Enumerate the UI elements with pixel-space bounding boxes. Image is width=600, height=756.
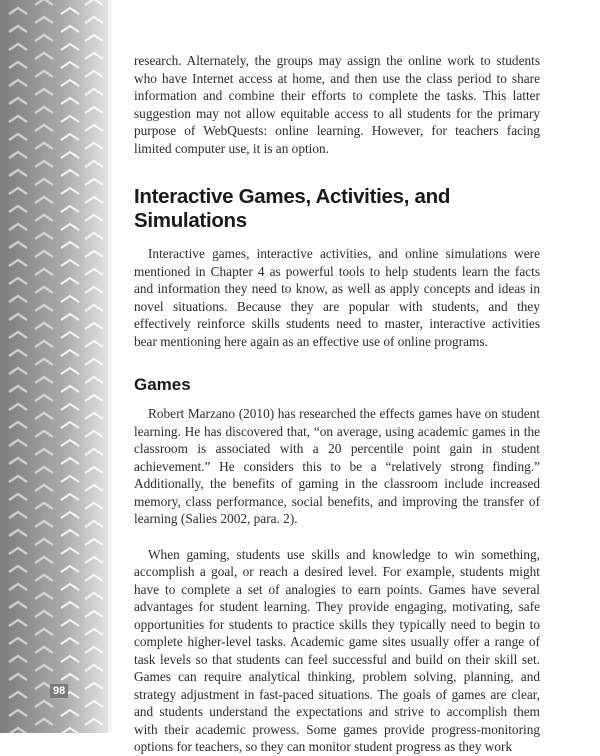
tire-track-pattern: [0, 0, 112, 733]
decorative-side-strip: [0, 0, 112, 733]
paragraph-gap: [134, 528, 540, 546]
games-paragraph-1: Robert Marzano (2010) has researched the effects games have on student learning. He has discovered that, “on average, using academic games in the classroom is associated with a 20 percentile point gain in student achievement.” He considers this to be a “relatively strong finding.” Additionally, the benefits of gaming in the classroom include increased memory, class performance, social benefits, and improving the transfer of learning (Salies 2002, para. 2).: [134, 406, 540, 526]
intro-paragraph: research. Alternately, the groups may assign the online work to students who have Internet access at home, and then use the class period to share information and combine their efforts to complete the tasks. This latter suggestion may not allow equitable access to all students for the primary purpose of WebQuests: online learning. However, for teachers facing limited computer use, it is an option.: [134, 53, 540, 156]
section-heading: Interactive Games, Activities, and Simulations: [134, 185, 451, 232]
games-paragraph-2: When gaming, students use skills and knowledge to win something, accomplish a goal, or reach a desired level. For example, students might have to complete a set of analogies to earn points. Games have several advantages for student learning. They provide engaging, motivating, safe opportunities for students to practice skills they typically need to begin to complete higher-level tasks. Academic game sites usually offer a range of task levels so that students can feel successful and build on their skill set. Games can require analytical thinking, problem solving, planning, and strategy adjustment in fast-paced situations. The goals of games are clear, and students understand the expectations and strive to accomplish them with their academic prowess. Some games provide progress-monitoring options for teachers, so they can monitor student progress as they work: [134, 546, 540, 754]
page-number: 98: [50, 684, 68, 698]
section-paragraph: Interactive games, interactive activities, and online simulations were mentioned in Chapter 4 as powerful tools to help students learn the facts and information they need to know, as well as apply concepts and ideas in novel situations. Because they are popular with students, and they effectively reinforce skills students need to master, interactive activities bear mentioning here again as an effective use of online programs.: [134, 246, 540, 349]
page-content: [134, 52, 540, 756]
subsection-heading: Games: [134, 375, 191, 394]
